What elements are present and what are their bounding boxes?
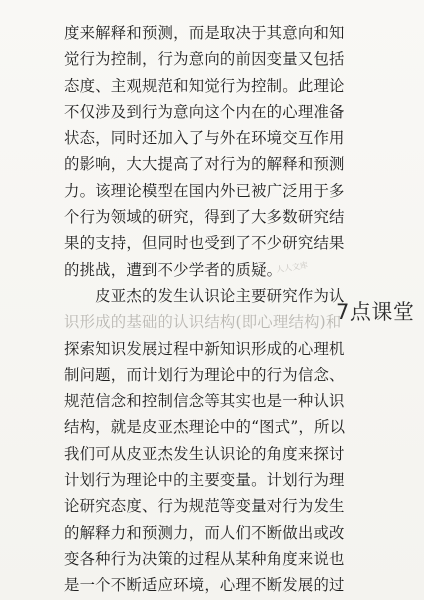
text-line: 我们可从皮亚杰发生认识论的角度来探讨: [64, 444, 345, 463]
text-line: 个行为领域的研究，得到了大多数研究结: [64, 208, 345, 227]
text-line: 状态，同时还加入了与外在环境交互作用: [64, 129, 345, 148]
text-line: 不仅涉及到行为意向这个内在的心理准备: [64, 102, 345, 121]
text-line: 的影响，大大提高了对行为的解释和预测: [64, 155, 345, 174]
text-line: 态度、主观规范和知觉行为控制。此理论: [64, 76, 345, 95]
text-line: 规范信念和控制信念等其实也是一种认识: [64, 392, 345, 411]
text-line: 变各种行为决策的过程从某种角度来说也: [64, 549, 345, 568]
text-line: 皮亚杰的发生认识论主要研究作为认: [64, 286, 345, 305]
text-line: 制问题，而计划行为理论中的行为信念、: [64, 365, 345, 384]
text-line: 力。该理论模型在国内外已被广泛用于多: [64, 181, 345, 200]
text-line: 是一个不断适应环境，心理不断发展的过: [64, 576, 345, 595]
text-line: 结构，就是皮亚杰理论中的“图式”，所以: [64, 418, 346, 437]
text-line: 觉行为控制，行为意向的前因变量又包括: [64, 50, 345, 69]
text-line: 度来解释和预测，而是取决于其意向和知: [64, 24, 345, 42]
text-line: 的解释力和预测力，而人们不断做出或改: [64, 523, 345, 542]
text-line: 识形成的基础的认识结构(即心理结构)和: [64, 313, 342, 332]
text-line: 果的支持，但同时也受到了不少研究结果: [64, 234, 345, 253]
document-body-text: [64, 20, 364, 599]
text-line: 探索知识发展过程中新知识形成的心理机: [64, 339, 345, 358]
text-line: 论研究态度、行为规范等变量对行为发生: [64, 497, 345, 516]
watermark-small-text: 人人文库: [275, 260, 309, 275]
text-line: 计划行为理论中的主要变量。计划行为理: [64, 471, 345, 490]
text-line: 的挑战，遭到不少学者的质疑。: [64, 260, 283, 279]
watermark-brand-text: 7点课堂: [336, 300, 415, 324]
